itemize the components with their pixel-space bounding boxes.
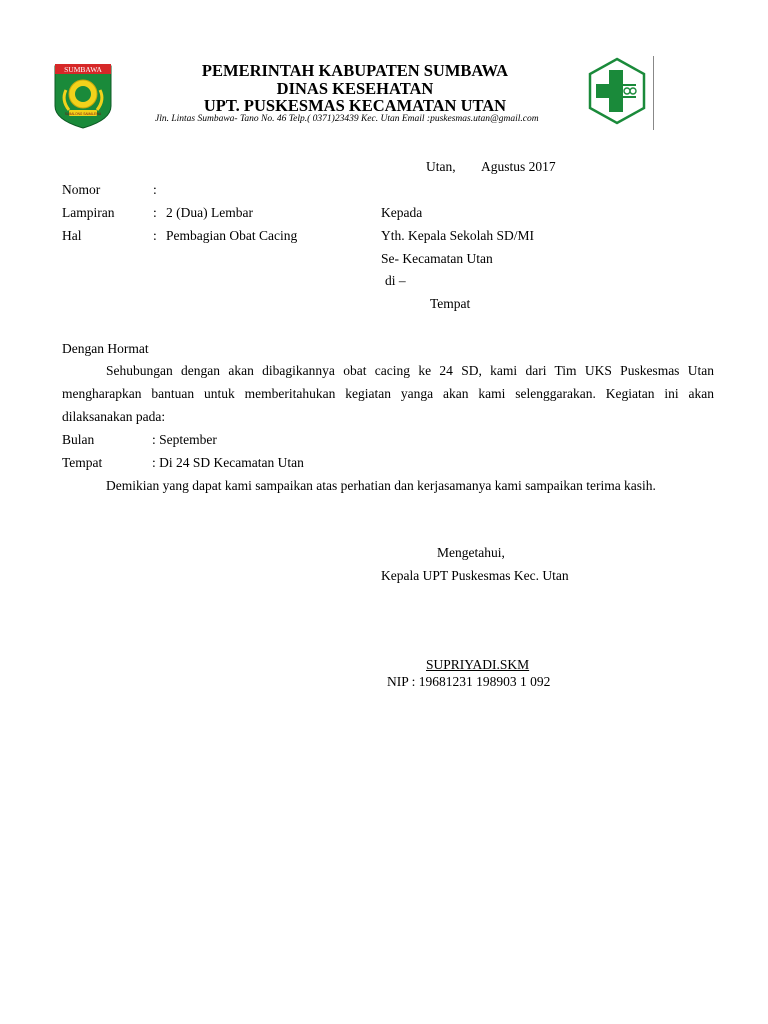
recipient-kepada: Kepada <box>381 205 423 220</box>
signature-position: Kepala UPT Puskesmas Kec. Utan <box>381 568 569 583</box>
meta-value-hal: Pembagian Obat Cacing <box>166 228 298 243</box>
meta-sep-nomor: : <box>153 182 157 197</box>
body-paragraph-closing: Demikian yang dapat kami sampaikan atas perhatian dan kerjasamanya kami sampaikan terima kasih. <box>106 478 656 493</box>
detail-label-tempat: Tempat <box>62 455 103 470</box>
letterhead-address: Jln. Lintas Sumbawa- Tano No. 46 Telp.( 0371)23439 Kec. Utan Email :puskesmas.utan@gmail.com <box>155 114 539 124</box>
signature-nip: NIP : 19681231 198903 1 092 <box>387 674 551 689</box>
recipient-title: Yth. Kepala Sekolah SD/MI <box>381 228 534 243</box>
detail-value-bulan: : September <box>152 432 217 447</box>
logo-sumbawa-banner: SABALONG SAMALEWA <box>64 112 102 116</box>
logo-sumbawa-text: SUMBAWA <box>64 65 102 74</box>
detail-label-bulan: Bulan <box>62 432 95 447</box>
signature-acknowledged: Mengetahui, <box>437 545 505 560</box>
detail-value-tempat: : Di 24 SD Kecamatan Utan <box>152 455 304 470</box>
letterhead-department: DINAS KESEHATAN <box>276 79 434 98</box>
meta-label-hal: Hal <box>62 228 82 243</box>
date-value: Agustus 2017 <box>481 159 556 174</box>
greeting: Dengan Hormat <box>62 341 149 356</box>
meta-value-lampiran: 2 (Dua) Lembar <box>166 205 253 220</box>
meta-label-lampiran: Lampiran <box>62 205 115 220</box>
body-paragraph-intro: Sehubungan dengan akan dibagikannya obat cacing ke 24 SD, kami dari Tim UKS Puskesmas Utan mengharapkan bantuan untuk memberitahukan kegiatan yanga akan kami selenggarakan. Kegiatan ini akan dilaksanakan pada: <box>62 363 714 424</box>
sumbawa-regency-logo <box>52 60 114 130</box>
recipient-di: di – <box>385 273 406 288</box>
meta-sep-hal: : <box>153 228 157 243</box>
meta-sep-lampiran: : <box>153 205 157 220</box>
letterhead-government: PEMERINTAH KABUPATEN SUMBAWA <box>201 61 509 80</box>
signature-name: SUPRIYADI.SKM <box>426 657 530 672</box>
date-city: Utan, <box>426 159 456 174</box>
header-divider <box>583 56 654 130</box>
meta-label-nomor: Nomor <box>62 182 101 197</box>
letterhead-institution: UPT. PUSKESMAS KECAMATAN UTAN <box>203 96 507 115</box>
recipient-tempat: Tempat <box>430 296 471 311</box>
recipient-area: Se- Kecamatan Utan <box>381 251 493 266</box>
